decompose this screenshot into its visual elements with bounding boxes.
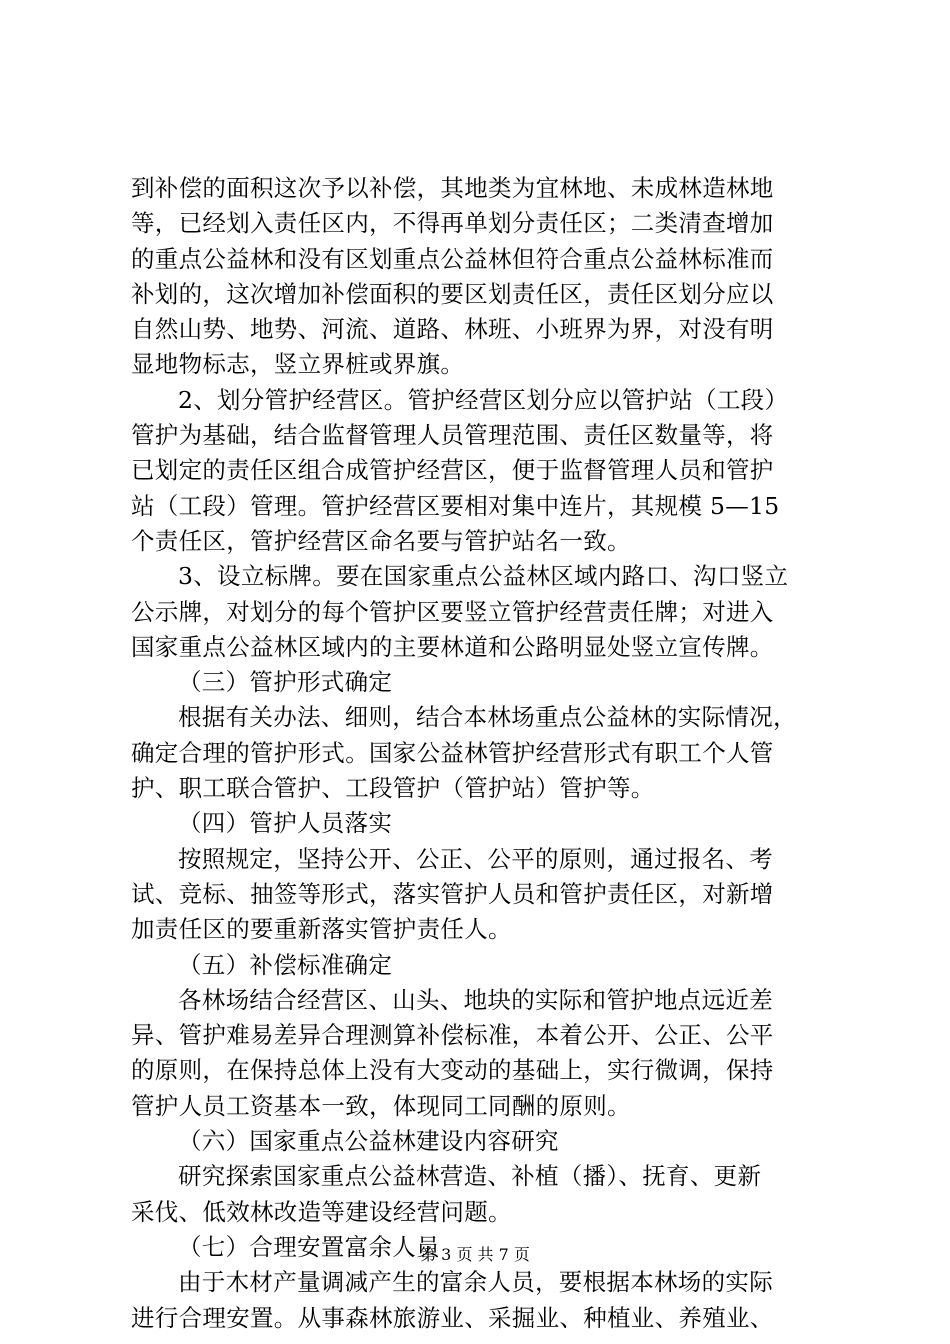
text-line: 异、管护难易差异合理测算补偿标准，本着公开、公正、公平 bbox=[131, 1021, 774, 1050]
text-line: 自然山势、地势、河流、道路、林班、小班界为界，对没有明 bbox=[131, 315, 774, 344]
text-line: 试、竞标、抽签等形式，落实管护人员和管护责任区，对新增 bbox=[131, 879, 774, 908]
text-line: 采伐、低效林改造等建设经营问题。 bbox=[131, 1197, 512, 1226]
text-line: 管护为基础，结合监督管理人员管理范围、责任区数量等，将 bbox=[131, 421, 774, 450]
paragraph-start: 2、划分管护经营区。管护经营区划分应以管护站（工段） bbox=[178, 385, 789, 414]
paragraph-start: 研究探索国家重点公益林营造、补植（播）、抚育、更新 bbox=[178, 1162, 762, 1191]
text-line: 护、职工联合管护、工段管护（管护站）管护等。 bbox=[131, 774, 655, 803]
text-line: 确定合理的管护形式。国家公益林管护经营形式有职工个人管 bbox=[131, 738, 774, 767]
text-line: 站（工段）管理。管护经营区要相对集中连片，其规模 5—15 bbox=[131, 491, 780, 520]
body-text bbox=[131, 171, 831, 1336]
paragraph-start: 根据有关办法、细则，结合本林场重点公益林的实际情况， bbox=[178, 703, 797, 732]
paragraph-start: 按照规定，坚持公开、公正、公平的原则，通过报名、考 bbox=[178, 844, 773, 873]
text-line: 加责任区的要重新落实管护责任人。 bbox=[131, 915, 512, 944]
paragraph-start: 3、设立标牌。要在国家重点公益林区域内路口、沟口竖立 bbox=[178, 562, 789, 591]
text-line: 公示牌，对划分的每个管护区要竖立管护经营责任牌；对进入 bbox=[131, 597, 774, 626]
section-heading: （三）管护形式确定 bbox=[178, 668, 393, 697]
section-heading: （五）补偿标准确定 bbox=[178, 950, 393, 979]
text-line: 等，已经划入责任区内，不得再单划分责任区；二类清查增加 bbox=[131, 209, 774, 238]
paragraph-start: 各林场结合经营区、山头、地块的实际和管护地点远近差 bbox=[178, 985, 773, 1014]
page-number: 第 3 页 共 7 页 bbox=[420, 1245, 530, 1264]
text-line: 的原则，在保持总体上没有大变动的基础上，实行微调，保持 bbox=[131, 1056, 774, 1085]
paragraph-start: 由于木材产量调减产生的富余人员，要根据本林场的实际 bbox=[178, 1268, 773, 1297]
text-line: 管护人员工资基本一致，体现同工同酬的原则。 bbox=[131, 1091, 631, 1120]
text-line: 补划的，这次增加补偿面积的要区划责任区，责任区划分应以 bbox=[131, 279, 774, 308]
text-line: 显地物标志，竖立界桩或界旗。 bbox=[131, 350, 465, 379]
page-footer bbox=[0, 1244, 950, 1266]
section-heading: （七）合理安置富余人员 bbox=[178, 1232, 440, 1261]
text-line: 的重点公益林和没有区划重点公益林但符合重点公益林标准而 bbox=[131, 244, 774, 273]
text-line: 个责任区，管护经营区命名要与管护站名一致。 bbox=[131, 526, 631, 555]
text-line: 国家重点公益林区域内的主要林道和公路明显处竖立宣传牌。 bbox=[131, 632, 774, 661]
text-line: 进行合理安置。从事森林旅游业、采掘业、种植业、养殖业、 bbox=[131, 1303, 774, 1332]
section-heading: （六）国家重点公益林建设内容研究 bbox=[178, 1127, 559, 1156]
section-heading: （四）管护人员落实 bbox=[178, 809, 393, 838]
text-line: 已划定的责任区组合成管护经营区，便于监督管理人员和管护 bbox=[131, 456, 774, 485]
text-line: 到补偿的面积这次予以补偿，其地类为宜林地、未成林造林地 bbox=[131, 174, 774, 202]
